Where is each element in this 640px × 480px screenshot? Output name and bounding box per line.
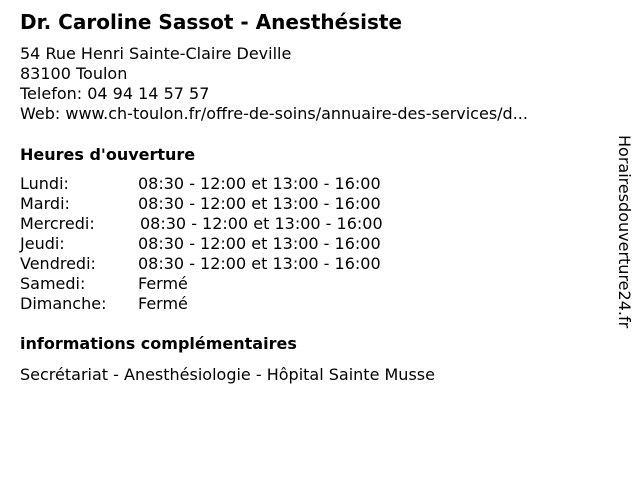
day-label: Jeudi: — [20, 234, 65, 253]
city-postcode: 83100 Toulon — [20, 64, 128, 83]
opening-hours-heading: Heures d'ouverture — [20, 145, 196, 164]
time-value: Fermé — [138, 274, 188, 293]
page-title: Dr. Caroline Sassot - Anesthésiste — [20, 10, 403, 34]
phone-number: Telefon: 04 94 14 57 57 — [20, 84, 210, 103]
day-label: Vendredi: — [20, 254, 96, 273]
time-value: 08:30 - 12:00 et 13:00 - 16:00 — [138, 254, 381, 273]
website-link[interactable]: Web: www.ch-toulon.fr/offre-de-soins/annuaire-des-services/d... — [20, 104, 528, 123]
time-value: 08:30 - 12:00 et 13:00 - 16:00 — [138, 194, 381, 213]
additional-info-heading: informations complémentaires — [20, 334, 297, 353]
day-label: Samedi: — [20, 274, 86, 293]
additional-info-text: Secrétariat - Anesthésiologie - Hôpital Sainte Musse — [20, 365, 435, 384]
time-value: Fermé — [138, 294, 188, 313]
site-watermark: Horairesdouverture24.fr — [615, 135, 634, 329]
day-label: Mardi: — [20, 194, 70, 213]
day-label: Mercredi: — [20, 214, 95, 233]
day-label: Dimanche: — [20, 294, 107, 313]
time-value: 08:30 - 12:00 et 13:00 - 16:00 — [138, 174, 381, 193]
time-value: 08:30 - 12:00 et 13:00 - 16:00 — [140, 214, 383, 233]
time-value: 08:30 - 12:00 et 13:00 - 16:00 — [138, 234, 381, 253]
address-block — [20, 44, 528, 124]
street-address: 54 Rue Henri Sainte-Claire Deville — [20, 44, 292, 63]
day-label: Lundi: — [20, 174, 69, 193]
